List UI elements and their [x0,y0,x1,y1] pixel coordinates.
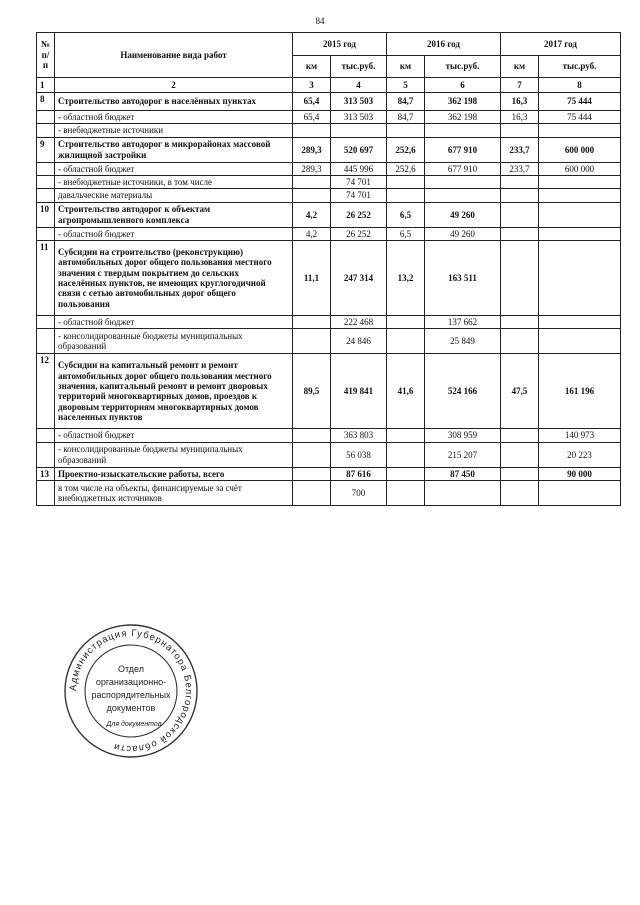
row-number [37,124,55,137]
header-unit: км [387,56,425,78]
row-number: 13 [37,467,55,480]
row-value: 363 803 [331,429,387,442]
table-row [37,241,621,316]
col-number: 6 [425,78,501,93]
row-value: 16,3 [501,111,539,124]
table-row [37,162,621,175]
col-number: 3 [293,78,331,93]
row-value: 89,5 [293,354,331,429]
row-value: 75 444 [539,93,621,111]
table-row [37,481,621,506]
row-value: 252,6 [387,137,425,162]
row-value: 84,7 [387,93,425,111]
row-value: 247 314 [331,241,387,316]
table-row [37,137,621,162]
row-number [37,429,55,442]
row-value [539,176,621,189]
row-value [293,316,331,329]
row-value [501,481,539,506]
row-value: 445 996 [331,162,387,175]
header-name: Наименование вида работ [55,33,293,78]
row-value: 4,2 [293,202,331,227]
row-number [37,189,55,202]
row-value [387,316,425,329]
row-value: 308 959 [425,429,501,442]
row-value: 163 511 [425,241,501,316]
row-value: 6,5 [387,227,425,240]
row-number [37,329,55,354]
row-number: 8 [37,93,55,111]
row-value: 215 207 [425,442,501,467]
row-name: Субсидии на капитальный ремонт и ремонт автомобильных дорог общего пользования местного значения, капитальный ремонт и ремонт дворовых территорий многоквартирных домов, проездов к дворовым территориям многоквартирных домов населенных пунктов [55,354,293,429]
row-value: 25 849 [425,329,501,354]
row-value: 233,7 [501,162,539,175]
row-value [539,241,621,316]
row-number [37,162,55,175]
row-value [501,202,539,227]
row-value [387,189,425,202]
table-row [37,202,621,227]
row-value [425,124,501,137]
row-value: 419 841 [331,354,387,429]
row-name: в том числе на объекты, финансируемые за счёт внебюджетных источников [55,481,293,506]
row-number: 9 [37,137,55,162]
row-value: 16,3 [501,93,539,111]
row-name: - областной бюджет [55,227,293,240]
row-value: 362 198 [425,93,501,111]
page-number: 84 [315,16,325,26]
row-value: 700 [331,481,387,506]
table-row [37,227,621,240]
row-value [539,124,621,137]
row-value: 47,5 [501,354,539,429]
row-value [539,481,621,506]
row-value [387,442,425,467]
table-row [37,189,621,202]
row-value [387,481,425,506]
header-unit: тыс.руб. [331,56,387,78]
row-value [539,189,621,202]
row-value: 75 444 [539,111,621,124]
row-name: - внебюджетные источники [55,124,293,137]
stamp-line: организационно- [95,677,167,687]
row-number [37,481,55,506]
table-row [37,429,621,442]
row-name: Субсидии на строительство (реконструкцию) автомобильных дорог общего пользования местного значения с твердым покрытием до сельских населённых пунктов, не имеющих круглогодичной связи с сетью автомобильных дорог общего пользования [55,241,293,316]
row-name: Строительство автодорог в микрорайонах массовой жилищной застройки [55,137,293,162]
stamp-bottom-text: Для документов [106,721,162,728]
row-value: 20 223 [539,442,621,467]
row-value: 49 260 [425,202,501,227]
row-value [387,176,425,189]
row-value: 87 450 [425,467,501,480]
row-value [387,124,425,137]
row-value: 26 252 [331,227,387,240]
row-name: Строительство автодорог в населённых пунктах [55,93,293,111]
row-value [293,467,331,480]
table-row [37,467,621,480]
row-name: - областной бюджет [55,162,293,175]
row-value [425,481,501,506]
row-value: 24 846 [331,329,387,354]
row-value: 289,3 [293,137,331,162]
row-number: 10 [37,202,55,227]
header-year-2017: 2017 год [501,33,621,56]
row-value [425,176,501,189]
row-value [501,124,539,137]
row-value [539,227,621,240]
row-value: 41,6 [387,354,425,429]
header-num: № п/п [37,33,55,78]
table-row [37,442,621,467]
row-value [501,329,539,354]
row-name: давальческие материалы [55,189,293,202]
row-value: 90 000 [539,467,621,480]
header-unit: км [293,56,331,78]
row-value: 137 662 [425,316,501,329]
row-value [501,429,539,442]
row-value: 313 503 [331,111,387,124]
row-value [387,429,425,442]
row-value [501,176,539,189]
row-value: 84,7 [387,111,425,124]
row-number: 11 [37,241,55,316]
row-value: 222 468 [331,316,387,329]
row-value [331,124,387,137]
row-name: Строительство автодорог к объектам агропромышленного комплекса [55,202,293,227]
row-name: - консолидированные бюджеты муниципальных образований [55,329,293,354]
row-number [37,111,55,124]
row-value: 56 038 [331,442,387,467]
row-value [501,467,539,480]
row-value [539,316,621,329]
header-unit: тыс.руб. [539,56,621,78]
row-value: 11,1 [293,241,331,316]
row-number [37,227,55,240]
row-value: 4,2 [293,227,331,240]
table-row [37,316,621,329]
row-value [293,176,331,189]
row-value [387,329,425,354]
row-value: 161 196 [539,354,621,429]
row-name: - областной бюджет [55,429,293,442]
stamp-line: Отдел [117,664,145,674]
row-value [501,241,539,316]
row-value: 233,7 [501,137,539,162]
row-value [501,189,539,202]
row-value: 140 973 [539,429,621,442]
row-value: 289,3 [293,162,331,175]
row-value: 65,4 [293,93,331,111]
row-value: 313 503 [331,93,387,111]
row-value: 600 000 [539,162,621,175]
row-value: 74 701 [331,189,387,202]
row-name: - областной бюджет [55,316,293,329]
row-value [293,429,331,442]
row-value [425,189,501,202]
row-value: 252,6 [387,162,425,175]
row-value [387,467,425,480]
col-number: 2 [55,78,293,93]
header-year-2016: 2016 год [387,33,501,56]
row-value [539,329,621,354]
row-value: 6,5 [387,202,425,227]
row-value: 87 616 [331,467,387,480]
row-name: - внебюджетные источники, в том числе [55,176,293,189]
row-name: - консолидированные бюджеты муниципальных образований [55,442,293,467]
row-value [293,329,331,354]
row-number [37,176,55,189]
col-number: 1 [37,78,55,93]
row-value [501,316,539,329]
table-row [37,354,621,429]
row-value [293,442,331,467]
row-value: 65,4 [293,111,331,124]
stamp-line: документов [106,703,156,713]
row-value: 524 166 [425,354,501,429]
row-value [293,189,331,202]
row-value [293,124,331,137]
row-value: 26 252 [331,202,387,227]
row-value: 49 260 [425,227,501,240]
row-name: - областной бюджет [55,111,293,124]
table-row [37,176,621,189]
row-value: 520 697 [331,137,387,162]
header-unit: тыс.руб. [425,56,501,78]
table-row [37,111,621,124]
official-stamp [62,622,200,760]
works-table [36,32,621,506]
row-value: 677 910 [425,162,501,175]
table-row [37,124,621,137]
table-row [37,329,621,354]
col-number: 4 [331,78,387,93]
row-value: 600 000 [539,137,621,162]
row-value [501,227,539,240]
row-value [539,202,621,227]
stamp-line: распорядительных [91,690,171,700]
row-value: 362 198 [425,111,501,124]
row-number: 12 [37,354,55,429]
stamp-outer-text: Администрация Губернатора Белгородской области [67,627,195,755]
row-value: 677 910 [425,137,501,162]
row-number [37,316,55,329]
row-name: Проектно-изыскательские работы, всего [55,467,293,480]
col-number: 8 [539,78,621,93]
row-value [293,481,331,506]
row-value: 74 701 [331,176,387,189]
header-year-2015: 2015 год [293,33,387,56]
col-number: 5 [387,78,425,93]
table-row [37,93,621,111]
row-value [501,442,539,467]
row-number [37,442,55,467]
col-number: 7 [501,78,539,93]
row-value: 13,2 [387,241,425,316]
header-unit: км [501,56,539,78]
